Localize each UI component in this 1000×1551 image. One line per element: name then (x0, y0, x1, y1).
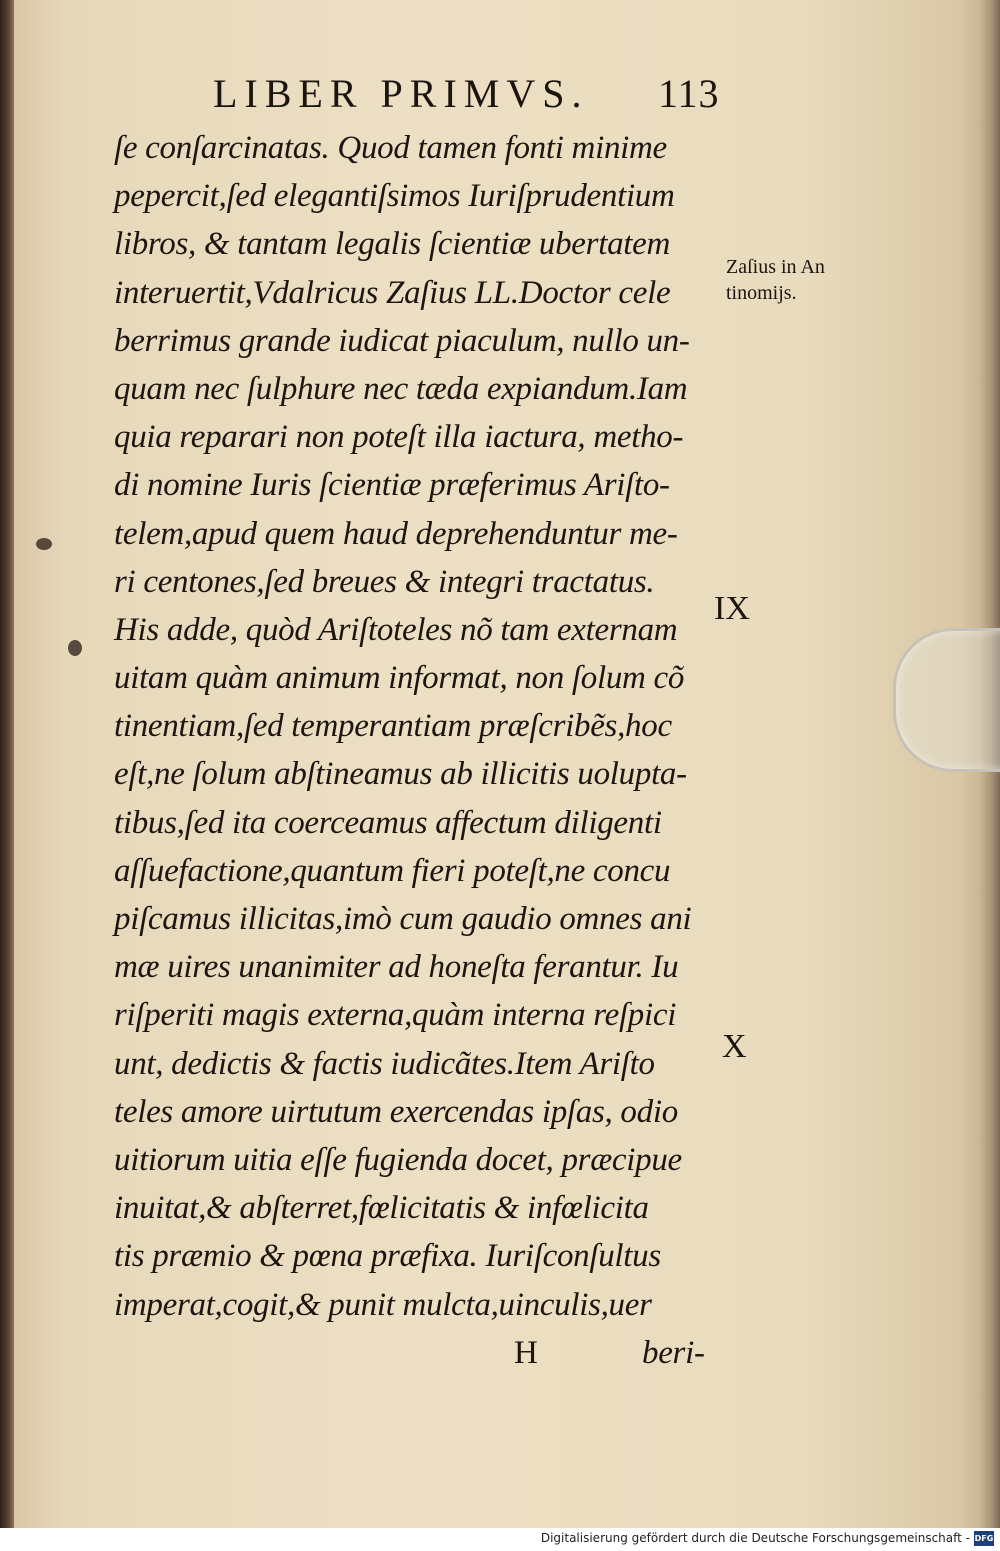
section-number-x: X (722, 1028, 747, 1065)
text-line: piſcamus illicitas,imò cum gaudio omnes ani (114, 901, 692, 937)
body-text (114, 124, 734, 1377)
margin-note-line: tinomijs. (726, 282, 797, 304)
text-line: quia reparari non poteſt illa iactura, metho- (114, 419, 684, 456)
text-line: interuertit,Vdalricus Zaſius LL.Doctor cele (114, 274, 671, 311)
text-line: imperat,cogit,& punit mulcta,uinculis,uer (114, 1286, 652, 1323)
text-line: uitiorum uitia eſſe fugienda docet, præcipue (114, 1141, 682, 1178)
running-head (213, 70, 733, 120)
text-line: tibus,ſed ita coerceamus affectum diligenti (114, 804, 662, 841)
text-line: His adde, quòd Ariſtoteles nõ tam externam (114, 611, 678, 648)
funding-notice: Digitalisierung gefördert durch die Deutsche Forschungsgemeinschaft - (540, 1531, 970, 1545)
text-line: riſperiti magis externa,quàm interna reſpici (114, 997, 677, 1034)
text-line: pepercit,ſed elegantiſsimos Iuriſprudentium (114, 178, 675, 215)
book-spine (0, 0, 14, 1528)
book-page (8, 0, 998, 1528)
section-number-ix: IX (714, 590, 750, 627)
text-line: tinentiam,ſed temperantiam præſcribẽs,hoc (114, 708, 672, 745)
text-line: teles amore uirtutum exercendas ipſas, odio (114, 1093, 678, 1130)
page-number: 113 (658, 71, 720, 116)
catchword: beri- (642, 1334, 705, 1371)
text-line: ſe conſarcinatas. Quod tamen fonti minime (114, 130, 667, 166)
running-head-title: LIBER PRIMVS. (213, 71, 589, 116)
ink-stain (68, 640, 82, 656)
glass-clip (893, 628, 1000, 772)
text-line: berrimus grande iudicat piaculum, nullo un- (114, 322, 690, 359)
text-line: di nomine Iuris ſcientiæ præferimus Ariſto- (114, 467, 670, 504)
text-line: uitam quàm animum informat, non ſolum cõ (114, 660, 685, 697)
signature-mark: H (514, 1334, 538, 1371)
footer (0, 1528, 1000, 1551)
signature-line (114, 1329, 734, 1377)
text-line: inuitat,& abſterret,fœlicitatis & infœlicita (114, 1190, 649, 1227)
margin-note-line: Zaſius in An (726, 256, 825, 278)
text-line: ri centones,ſed breues & integri tractatus. (114, 563, 655, 600)
text-line: quam nec ſulphure nec tæda expiandum.Iam (114, 370, 688, 407)
margin-note (726, 254, 886, 306)
text-line: unt, dedictis & factis iudicãtes.Item Ariſto (114, 1045, 655, 1082)
dfg-logo-icon: DFG (974, 1531, 994, 1546)
text-line: eſt,ne ſolum abſtineamus ab illicitis uolupta- (114, 756, 687, 793)
ink-stain (36, 538, 52, 550)
text-line: libros, & tantam legalis ſcientiæ ubertatem (114, 226, 671, 263)
text-line: tis præmio & pœna præfixa. Iuriſconſultus (114, 1238, 661, 1275)
text-line: telem,apud quem haud deprehenduntur me- (114, 515, 678, 552)
text-line: mæ uires unanimiter ad honeſta ferantur. Iu (114, 949, 679, 986)
text-line: aſſuefactione,quantum fieri poteſt,ne concu (114, 852, 671, 889)
